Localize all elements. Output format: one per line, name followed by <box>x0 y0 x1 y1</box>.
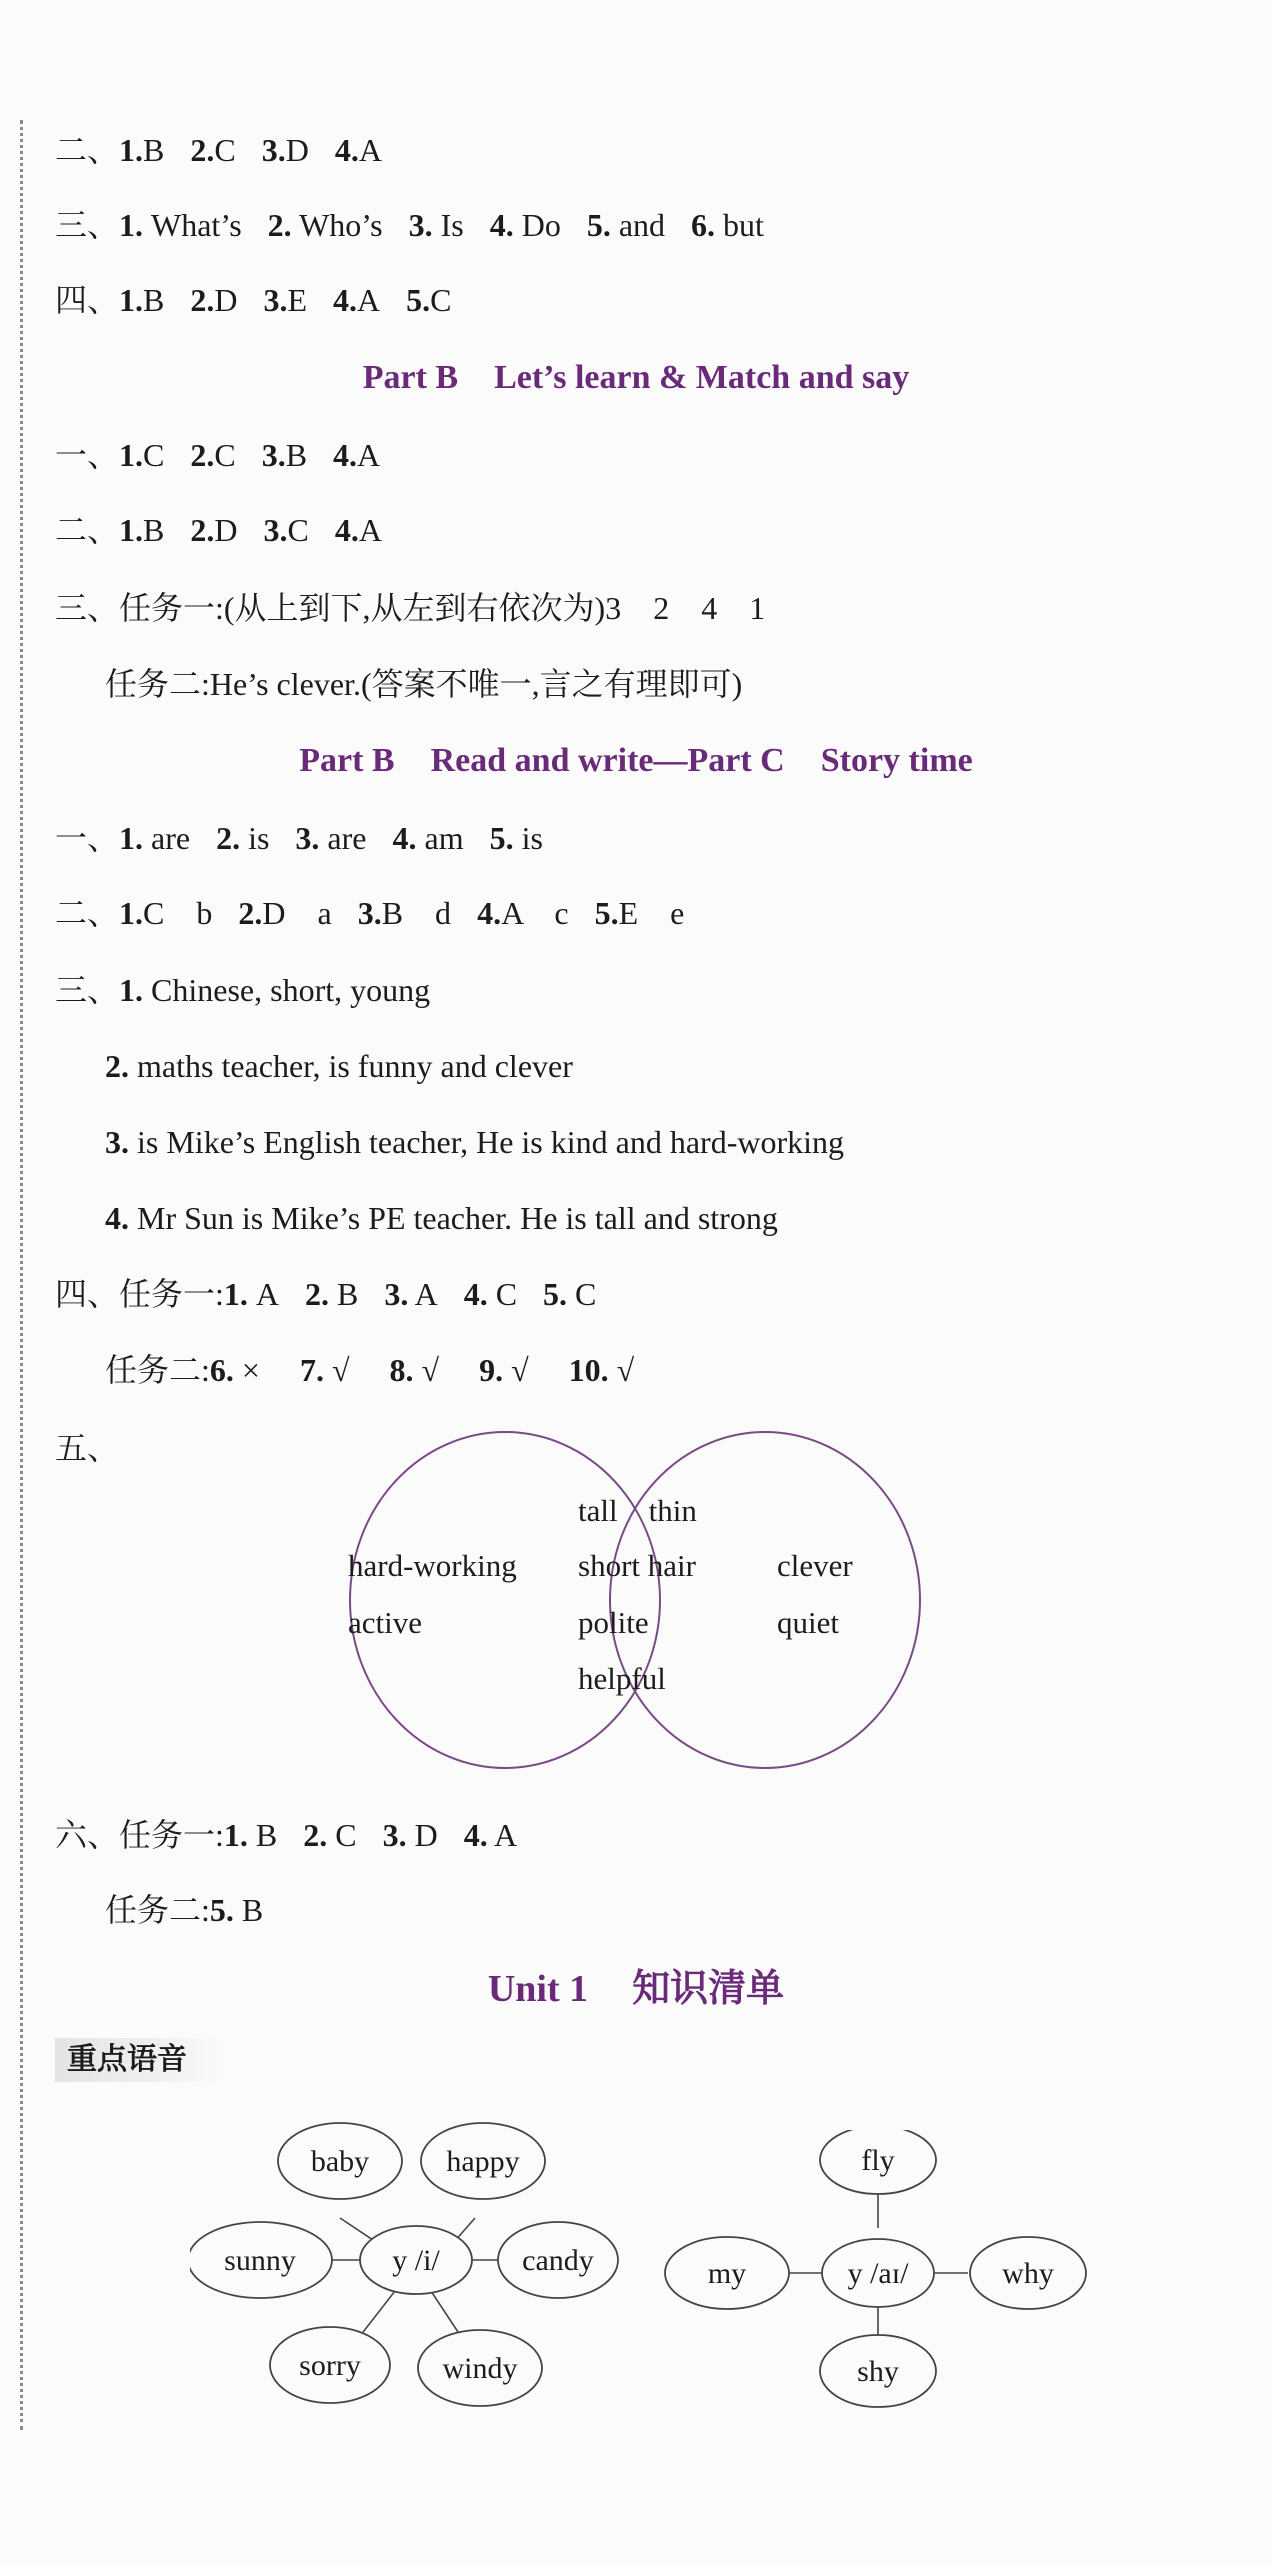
venn-middle-word: polite <box>578 1605 649 1640</box>
venn-middle-word: helpful <box>578 1661 666 1696</box>
answer-line-er: 二、1.B 2.C 3.D 4.A <box>55 132 382 168</box>
word-candy: candy <box>522 2244 594 2277</box>
answer-line-san: 三、1. What’s 2. Who’s 3. Is 4. Do 5. and 6. but <box>55 207 764 243</box>
answer-line-san-3: 3. is Mike’s English teacher, He is kind and hard-working <box>105 1124 845 1160</box>
answer-line-wu: 五、 <box>55 1430 120 1466</box>
word-baby: baby <box>310 2145 370 2178</box>
answer-line-si: 四、1.B 2.D 3.E 4.A 5.C <box>55 282 452 318</box>
unit-title: Unit 1 知识清单 <box>487 1968 785 2010</box>
key-phonics-tag: 重点语音 <box>55 2038 223 2082</box>
answer-line-liu-task1: 六、任务一:1. B 2. C 3. D 4. A <box>55 1817 518 1853</box>
answer-line-yi: 一、1.C 2.C 3.B 4.A <box>55 437 381 473</box>
center-phoneme: y /aɪ/ <box>847 2257 909 2290</box>
answer-line-san-task1: 三、任务一:(从上到下,从左到右依次为)3 2 4 1 <box>55 590 766 626</box>
answer-line-si-task1: 四、任务一:1. A 2. B 3. A 4. C 5. C <box>55 1276 597 1312</box>
item-prefix: 二、 <box>55 132 120 168</box>
center-phoneme: y /i/ <box>392 2244 440 2277</box>
section-heading-part-b-read: Part B Read and write—Part C Story time <box>299 742 973 779</box>
word-why: why <box>1002 2257 1054 2290</box>
venn-diagram <box>330 1425 950 1775</box>
word-sunny: sunny <box>224 2244 296 2277</box>
answer-line-san-task2: 任务二:He’s clever.(答案不唯一,言之有理即可) <box>105 666 743 702</box>
answer-line-si-task2: 任务二:6. × 7. √ 8. √ 9. √ 10. √ <box>105 1352 635 1388</box>
venn-left-word: active <box>348 1605 423 1640</box>
word-windy: windy <box>442 2352 518 2385</box>
word-my: my <box>707 2257 747 2290</box>
venn-right-word: clever <box>777 1548 853 1583</box>
venn-left-ellipse <box>350 1432 660 1768</box>
answer-line-liu-task2: 任务二:5. B <box>105 1892 264 1928</box>
answer-line-er-3: 二、1.C b 2.D a 3.B d 4.A c 5.E e <box>55 895 685 931</box>
phonics-map-y-i <box>190 2100 640 2420</box>
answer-line-san-1: 三、1. Chinese, short, young <box>55 972 431 1008</box>
venn-right-ellipse <box>610 1432 920 1768</box>
word-happy: happy <box>446 2145 520 2178</box>
word-shy: shy <box>857 2355 899 2388</box>
venn-right-word: quiet <box>777 1605 839 1640</box>
binding-margin-line <box>20 120 23 2430</box>
answer-line-er-2: 二、1.B 2.D 3.C 4.A <box>55 512 382 548</box>
section-heading-part-b-learn: Part B Let’s learn & Match and say <box>362 359 910 396</box>
venn-middle-word: short hair <box>578 1548 696 1583</box>
venn-middle-word: tall thin <box>578 1493 697 1528</box>
phonics-map-y-ai <box>660 2130 1100 2420</box>
word-fly: fly <box>861 2144 895 2177</box>
venn-left-word: hard-working <box>348 1548 517 1583</box>
word-sorry: sorry <box>299 2349 361 2382</box>
answer-line-san-4: 4. Mr Sun is Mike’s PE teacher. He is tall and strong <box>105 1200 778 1236</box>
answer-line-yi-2: 一、1. are 2. is 3. are 4. am 5. is <box>55 820 543 856</box>
answer-line-san-2: 2. maths teacher, is funny and clever <box>105 1048 573 1084</box>
